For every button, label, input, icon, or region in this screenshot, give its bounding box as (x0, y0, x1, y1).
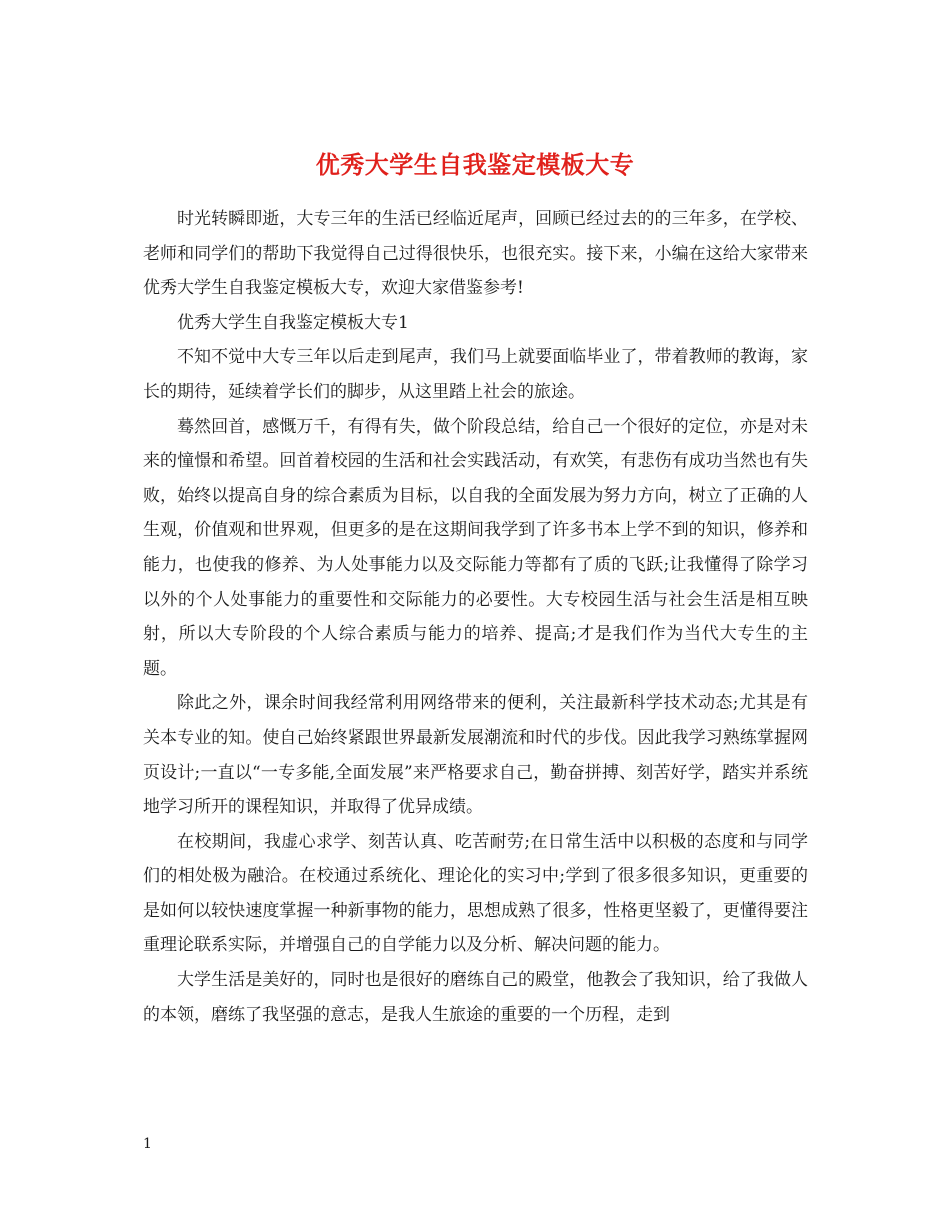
body-paragraph: 不知不觉中大专三年以后走到尾声，我们马上就要面临毕业了，带着教师的教诲，家长的期待，延续着学长们的脚步，从这里踏上社会的旅途。 (143, 347, 808, 402)
body-paragraph: 大学生活是美好的，同时也是很好的磨练自己的殿堂，他教会了我知识，给了我做人的本领，磨练了我坚强的意志，是我人生旅途的重要的一个历程，走到 (143, 970, 808, 1025)
intro-paragraph: 时光转瞬即逝，大专三年的生活已经临近尾声，回顾已经过去的的三年多，在学校、老师和同学们的帮助下我觉得自己过得很快乐，也很充实。接下来，小编在这给大家带来优秀大学生自我鉴定模板大专，欢迎大家借鉴参考! (143, 209, 808, 299)
body-paragraph: 除此之外，课余时间我经常利用网络带来的便利，关注最新科学技术动态;尤其是有关本专业的知。使自己始终紧跟世界最新发展潮流和时代的步伐。因此我学习熟练掌握网页设计;一直以“一专多能,全面发展”来严格要求自己，勤奋拼搏、刻苦好学，踏实并系统地学习所开的课程知识，并取得了优异成绩。 (143, 693, 808, 818)
document-body (143, 202, 808, 1032)
document-title: 优秀大学生自我鉴定模板大专 (315, 150, 635, 180)
section-heading: 优秀大学生自我鉴定模板大专1 (177, 312, 409, 333)
page-number: 1 (143, 1136, 152, 1152)
body-paragraph: 蓦然回首，感慨万千，有得有失，做个阶段总结，给自己一个很好的定位，亦是对未来的憧憬和希望。回首着校园的生活和社会实践活动，有欢笑，有悲伤有成功当然也有失败，始终以提高自身的综合素质为目标，以自我的全面发展为努力方向，树立了正确的人生观，价值观和世界观，但更多的是在这期间我学到了许多书本上学不到的知识，修养和能力，也使我的修养、为人处事能力以及交际能力等都有了质的飞跃;让我懂得了除学习以外的个人处事能力的重要性和交际能力的必要性。大专校园生活与社会生活是相互映射，所以大专阶段的个人综合素质与能力的培养、提高;才是我们作为当代大专生的主题。 (143, 416, 808, 679)
body-paragraph: 在校期间，我虚心求学、刻苦认真、吃苦耐劳;在日常生活中以积极的态度和与同学们的相处极为融洽。在校通过系统化、理论化的实习中;学到了很多很多知识，更重要的是如何以较快速度掌握一种新事物的能力，思想成熟了很多，性格更坚毅了，更懂得要注重理论联系实际，并增强自己的自学能力以及分析、解决问题的能力。 (143, 831, 808, 956)
